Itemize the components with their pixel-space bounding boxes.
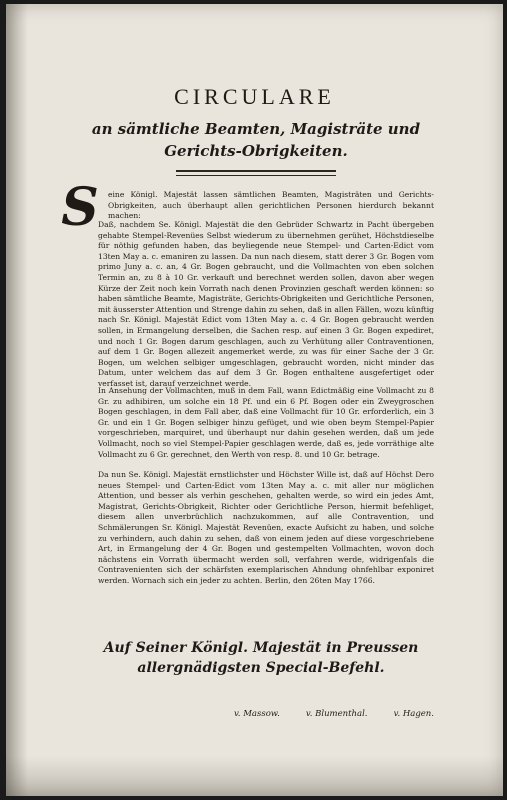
- royal-command-banner: Auf Seiner Königl. Majestät in Preussen allergnädigsten Special-Befehl.: [103, 640, 419, 676]
- signature-hagen: v. Hagen.: [393, 709, 434, 719]
- paragraph-intro: eine Königl. Majestät lassen sämtlichen Beamten, Magisträten und Gerichts-Obrigkeiten, auch überhaupt allen gerichtlichen Personen hierdurch bekannt machen:: [108, 190, 434, 221]
- document-title: CIRCULARE: [174, 84, 335, 109]
- document-page: [6, 4, 503, 796]
- signature-massow: v. Massow.: [234, 709, 280, 719]
- decorative-rule: [176, 170, 336, 176]
- page-shadow-bottom: [6, 756, 503, 796]
- signature-blumenthal: v. Blumenthal.: [305, 709, 368, 719]
- paragraph-stamp-paper: Daß, nachdem Se. Königl. Majestät die den Gebrüder Schwartz in Pacht übergeben gehabte Stempel-Revenües Selbst wiederum zu übernehmen gerühet, Höchstdieselbe für nöthig gefunden haben, das beyliegende neue Stempel- und Carten-Edict vom 13ten May a. c. emaniren zu lassen. Da nun nach diesem, statt derer 3 Gr. Bogen vom primo Juny a. c. an, 4 Gr. Bogen gebraucht, und die Vollmachten von eben solchen Termin an, zu 8 à 10 Gr. verkauft und berechnet werden sollen, davon aber wegen Kürze der Zeit noch kein Vorrath nach denen Provinzien geschaft werden können: so haben sämtliche Beamte, Magisträte, Gerichts-Obrigkeiten und Gerichtliche Personen, mit äusserster Attention und Strenge dahin zu sehen, daß in allen Fällen, wozu künftig nach Sr. Königl. Majestät Edict vom 13ten May a. c. 4 Gr. Bogen gebraucht werden sollen, in Ermangelung derselben, die Sachen resp. auf einen 3 Gr. Bogen expediret, und noch 1 Gr. Bogen darum geschlagen, auch zu Verhütung aller Contraventionen, auf dem 1 Gr. Bogen allezeit angemerket werde, zu was für einer Sache der 3 Gr. Bogen, um welchen selbiger umgeschlagen, gebraucht worden, nicht minder das Datum, unter welchem das auf dem 3 Gr. Bogen enthaltene ausgefertiget oder verfasset ist, darauf verzeichnet werde.: [98, 220, 434, 388]
- paragraph-power-of-attorney: In Ansehung der Vollmachten, muß in dem Fall, wann Edictmäßig eine Vollmacht zu 8 Gr. zu adhibiren, um solche ein 18 Pf. und ein 6 Pf. Bogen oder ein Zweygroschen Bogen geschlagen, in dem Fall aber, daß eine Vollmacht für 10 Gr. erforderlich, ein 3 Gr. und ein 1 Gr. Bogen selbiger hinzu gefüget, und wie oben beym Stempel-Papier vorgeschrieben, marquiret, und überhaupt nur dahin gesehen werden, daß um jede Vollmacht, noch so viel Stempel-Papier geschlagen werde, daß es, jede vorräthige alte Vollmacht zu 6 Gr. gerechnet, den Werth von resp. 8. und 10 Gr. betrage.: [98, 386, 434, 459]
- document-subtitle: an sämtliche Beamten, Magisträte und Gerichts-Obrigkeiten.: [91, 120, 421, 160]
- paragraph-royal-will: Da nun Se. Königl. Majestät ernstlichster und Höchster Wille ist, daß auf Höchst Dero neues Stempel- und Carten-Edict vom 13ten May a. c. mit aller nur möglichen Attention, und besser als verhin geschehen, gehalten werde, so wird ein jedes Amt, Magistrat, Gerichts-Obrigkeit, Richter oder Gerichtliche Person, hiermit befehliget, diesem allen unverbrüchlich nachzukommen, auf alle Contravention, und Schmälerungen Sr. Königl. Majestät Revenüen, exacte Aufsicht zu haben, und solche zu verhindern, auch dahin zu sehen, daß von einem jeden auf diese vorgeschriebene Art, in Ermangelung der 4 Gr. Bogen und gestempelten Vollmachten, wovon doch nächstens ein Vorrath übermacht werden soll, verfahren werde, widrigenfals die Contravenienten sich der schärfsten exemplarischen Ahndung ohnfehlbar exponiret werden. Wornach sich ein jeder zu achten. Berlin, den 26ten May 1766.: [98, 470, 434, 585]
- signature-block: [234, 709, 434, 719]
- page-shadow-left: [6, 4, 28, 796]
- decorative-initial-letter: S: [61, 177, 99, 238]
